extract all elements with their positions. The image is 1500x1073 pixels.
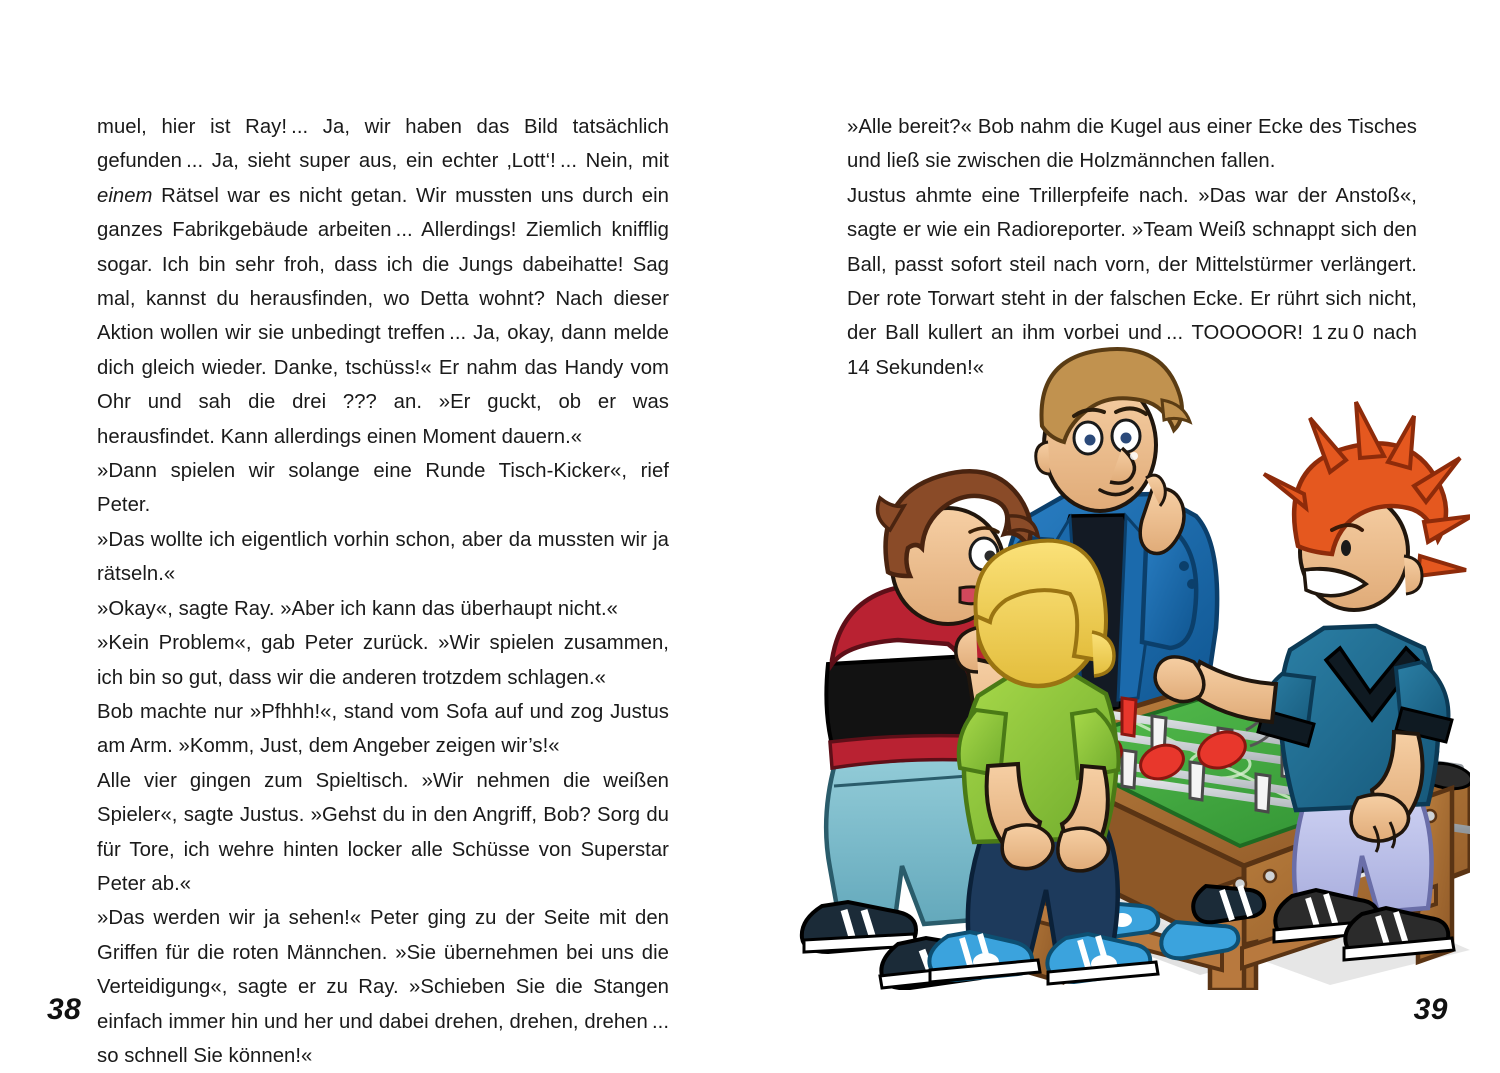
page-number-left: 38 <box>47 993 82 1026</box>
paragraph: muel, hier ist Ray! ... Ja, wir haben das Bild tatsächlich gefunden ... Ja, sieht super aus, ein echter ‚Lott‘! ... Nein, mit einem Rätsel war es nicht getan. Wir mussten uns durch ein ganzes Fabrikgebäude arbeiten ... Allerdings! Ziemlich knifflig sogar. Ich bin sehr froh, dass ich die Jungs dabeihatte! Sag mal, kannst du herausfinden, wo Detta wohnt? Nach dieser Aktion wollen wir sie unbedingt treffen ... Ja, okay, dann melde dich gleich wieder. Danke, tschüss!« Er nahm das Handy vom Ohr und sah die drei ??? an. »Er guckt, ob er was herausfindet. Kann allerdings einen Moment dauern.« <box>97 116 669 448</box>
paragraph: »Okay«, sagte Ray. »Aber ich kann das überhaupt nicht.« <box>97 597 618 620</box>
page-number-right: 39 <box>1413 993 1448 1026</box>
paragraph: Alle vier gingen zum Spieltisch. »Wir nehmen die weißen Spieler«, sagte Justus. »Gehst du in den Angriff, Bob? Sorg du für Tore, ich wehre hinten locker alle Schüsse von Superstar Peter ab.« <box>97 769 669 895</box>
left-page-text-column <box>97 110 669 1073</box>
paragraph: Bob machte nur »Pfhhh!«, stand vom Sofa auf und zog Justus am Arm. »Komm, Just, dem Angeber zeigen wir’s!« <box>97 700 669 758</box>
paragraph: Justus ahmte eine Trillerpfeife nach. »Das war der Anstoß«, sagte er wie ein Radioreporter. »Team Weiß schnappt sich den Ball, passt sofort steil nach vorn, der Mittelstürmer verlängert. Der rote Torwart steht in der falschen Ecke. Er rührt sich nicht, der Ball kullert an ihm vorbei und ... TOOOOOR! 1 zu 0 nach 14 Sekunden!« <box>847 184 1417 379</box>
paragraph: »Das wollte ich eigentlich vorhin schon, aber da mussten wir ja rätseln.« <box>97 528 669 586</box>
foosball-illustration <box>770 330 1470 990</box>
paragraph: »Das werden wir ja sehen!« Peter ging zu der Seite mit den Griffen für die roten Männchen. »Sie übernehmen bei uns die Verteidigung«, sagte er zu Ray. »Schieben Sie die Stangen einfach immer hin und her und dabei drehen, drehen, drehen ... so schnell Sie können!« <box>97 907 669 1067</box>
paragraph: »Kein Problem«, gab Peter zurück. »Wir spielen zusammen, ich bin so gut, dass wir die anderen trotzdem schlagen.« <box>97 632 669 689</box>
paragraph: »Dann spielen wir solange eine Runde Tisch-Kicker«, rief Peter. <box>97 460 669 517</box>
paragraph: »Alle bereit?« Bob nahm die Kugel aus einer Ecke des Tisches und ließ sie zwischen die Holzmännchen fallen. <box>847 116 1417 173</box>
